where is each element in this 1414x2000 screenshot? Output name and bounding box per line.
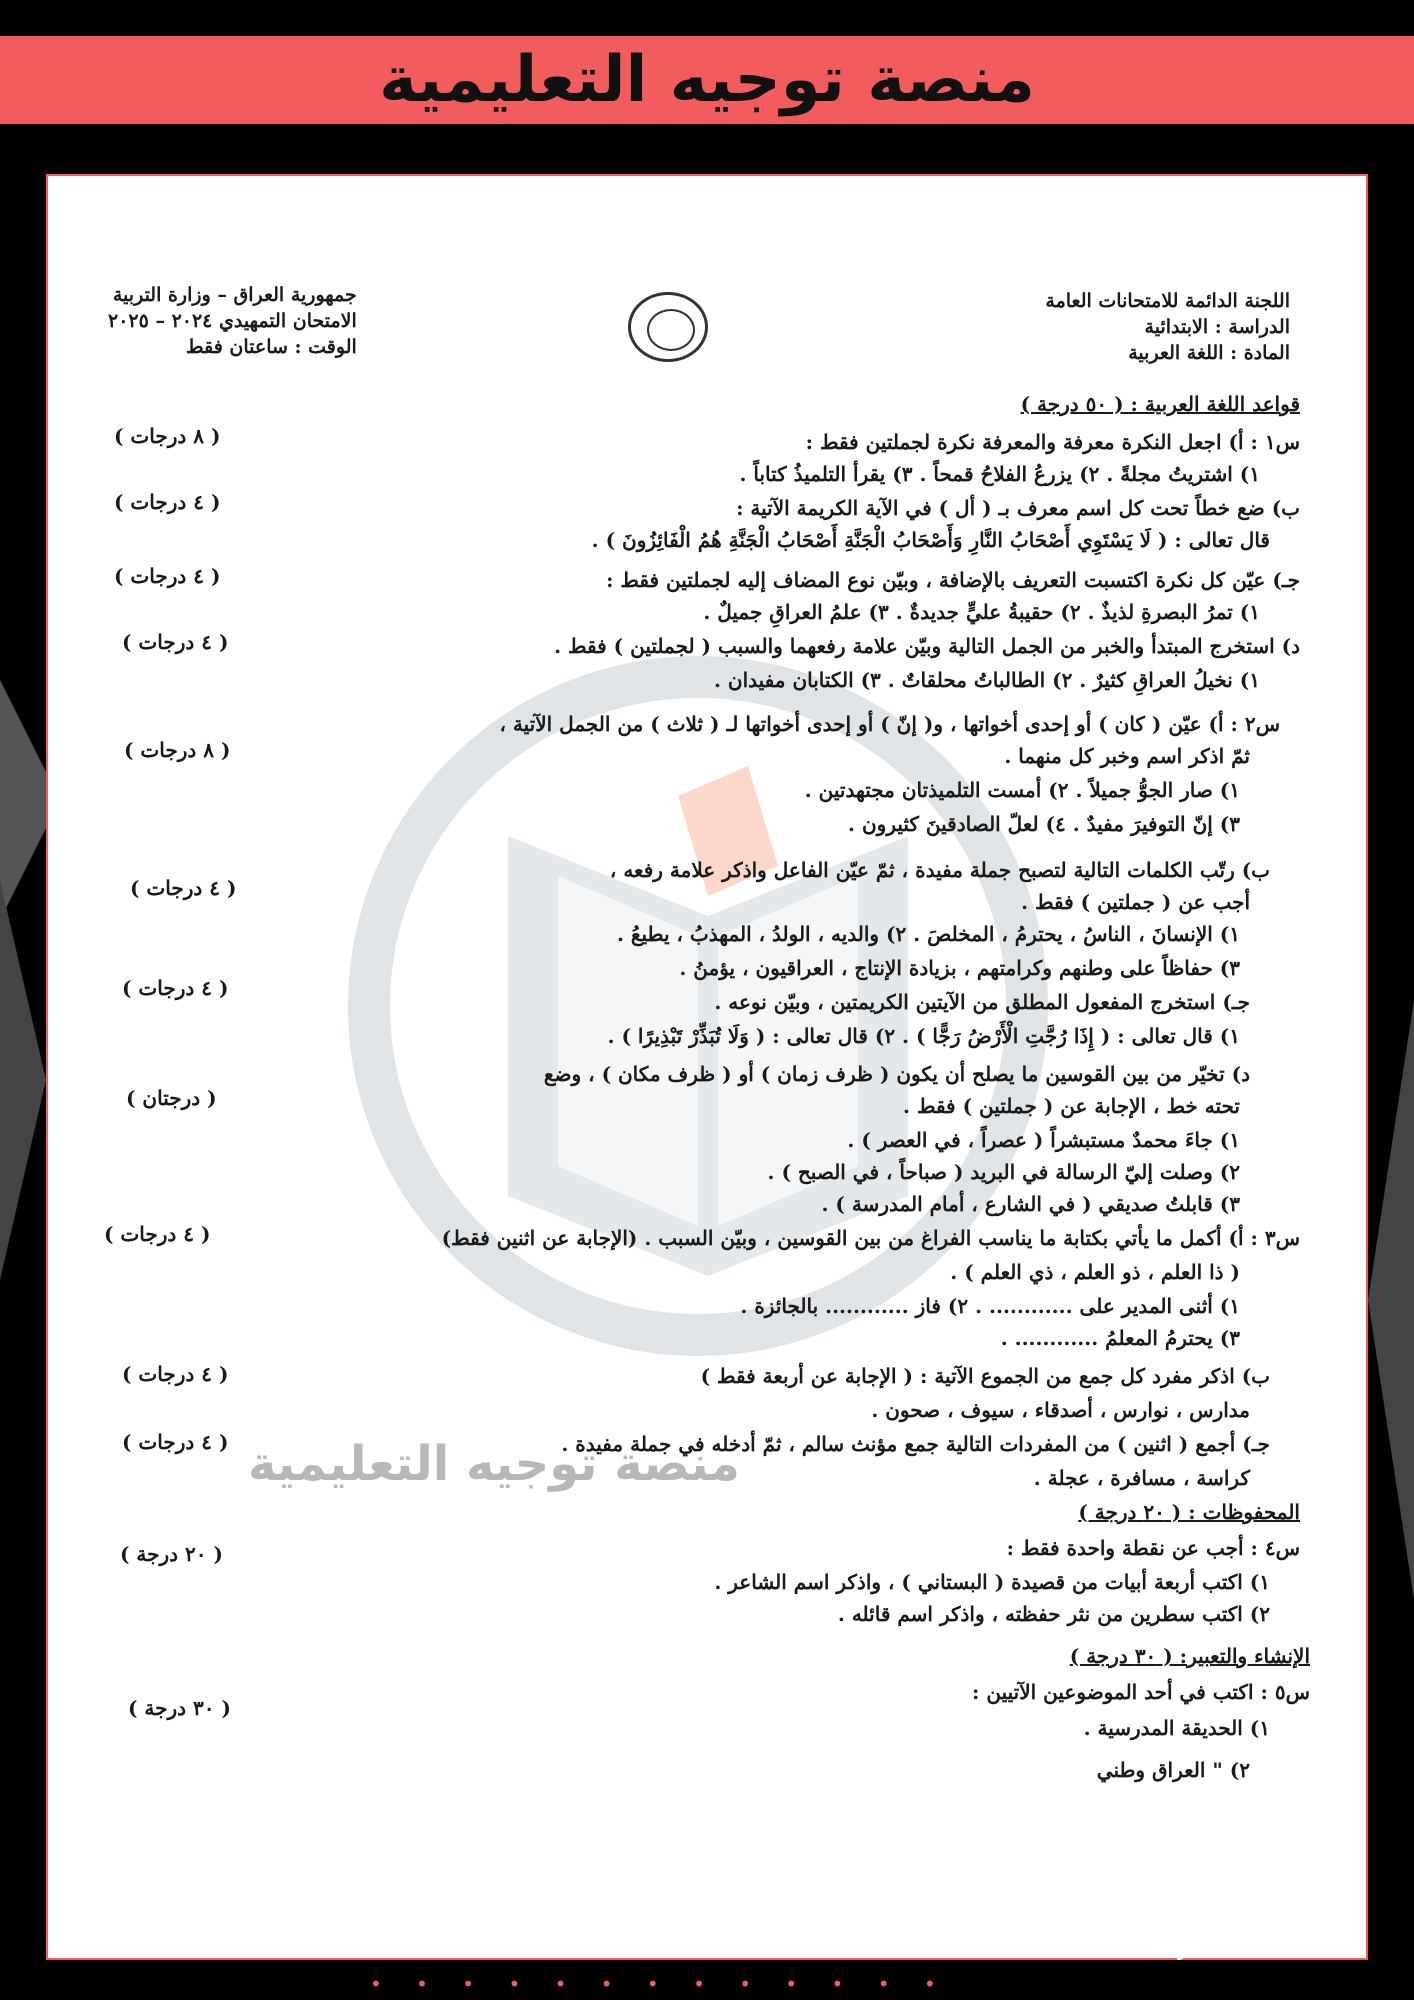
mark-q2c: ( ٤ درجات ) xyxy=(122,976,229,1000)
brand-banner xyxy=(0,36,1414,124)
mark-q1a: ( ٨ درجات ) xyxy=(114,424,221,448)
q3-c-items: كراسة ، مسافرة ، عجلة . xyxy=(1033,1466,1250,1490)
telegram-link[interactable]: telegram : @EduTawjeeh xyxy=(60,1920,483,1960)
mark-q3b: ( ٤ درجات ) xyxy=(122,1362,229,1386)
mark-q1b: ( ٤ درجات ) xyxy=(114,490,221,514)
header-committee-name: اللجنة الدائمة للامتحانات العامة xyxy=(1045,290,1290,312)
q1-d-items: ١) نخيلُ العراقِ كثيرٌ . ٢) الطالباتُ محلقاتٌ . ٣) الكتابان مفيدان . xyxy=(713,668,1260,692)
q2-c-items: ١) قال تعالى : ( إِذَا رُجَّتِ الْأَرْضُ رَجًّا ) . ٢) قال تعالى : ( وَلَا تُبَذِّرْ تَبْذِيرًا ) . xyxy=(607,1024,1240,1048)
website-link[interactable]: www.EduTawjeeh.com xyxy=(958,1922,1334,1962)
q1-b: ب) ضع خطاً تحت كل اسم معرف بـ ( أل ) في الآية الكريمة الآتية : xyxy=(736,496,1300,520)
decorative-triangle-left-lower xyxy=(0,880,46,1280)
mark-q2d: ( درجتان ) xyxy=(126,1086,217,1110)
header-ministry xyxy=(108,282,357,360)
q2-d-item-2: ٢) وصلت إليّ الرسالة في البريد ( صباحاً ، في الصبح ) . xyxy=(767,1160,1240,1184)
header-committee xyxy=(1045,288,1290,366)
q3-a-items-2: ٣) يحترمُ المعلمُ ............ . xyxy=(1000,1326,1240,1350)
q3-c: جـ) أجمع ( اثنين ) من المفردات التالية جمع مؤنث سالم ، ثمّ أدخله في جملة مفيدة . xyxy=(561,1432,1270,1456)
q1-b-verse: قال تعالى : ( لَا يَسْتَوِي أَصْحَابُ النَّارِ وَأَصْحَابُ الْجَنَّةِ أَصْحَابُ الْجَنَّةِ هُمُ الْفَائِزُونَ ) . xyxy=(591,528,1270,552)
q2-b: ب) رتّب الكلمات التالية لتصبح جملة مفيدة ، ثمّ عيّن الفاعل واذكر علامة رفعه ، xyxy=(609,858,1270,882)
section-grammar-title: قواعد اللغة العربية : ( ٥٠ درجة ) xyxy=(1020,392,1300,416)
mark-q2a: ( ٨ درجات ) xyxy=(124,738,231,762)
mark-q3c: ( ٤ درجات ) xyxy=(122,1430,229,1454)
header-subject: المادة : اللغة العربية xyxy=(1128,342,1290,364)
mark-q2b: ( ٤ درجات ) xyxy=(130,876,237,900)
exam-sheet xyxy=(46,174,1368,1960)
header-ministry-name: جمهورية العراق – وزارة التربية xyxy=(112,284,357,306)
ministry-seal-icon xyxy=(628,292,708,362)
decorative-triangle-right xyxy=(1368,1000,1414,1600)
decorative-dots: • • • • • • • • • • • • • xyxy=(370,1972,950,1996)
q2-a-items-2: ٣) إنّ التوفيرَ مفيدٌ . ٤) لعلّ الصادقينَ كثيرون . xyxy=(848,812,1240,836)
mark-q5: ( ٣٠ درجة ) xyxy=(128,1696,231,1720)
q3-a-options: ( ذا العلم ، ذو العلم ، ذي العلم ) . xyxy=(950,1260,1240,1284)
q2-d-instruction: تحته خط ، الإجابة عن ( جملتين ) فقط . xyxy=(903,1094,1240,1118)
q1-a: س١ : أ) اجعل النكرة معرفة والمعرفة نكرة لجملتين فقط : xyxy=(805,430,1300,454)
banner-title: منصة توجيه التعليمية xyxy=(379,43,1035,117)
header-duration: الوقت : ساعتان فقط xyxy=(186,336,357,358)
header-exam-name: الامتحان التمهيدي ٢٠٢٤ – ٢٠٢٥ xyxy=(108,310,357,332)
q1-c-items: ١) تمرُ البصرةِ لذيذٌ . ٢) حقيبةُ عليٍّ جديدةٌ . ٣) علمُ العراقِ جميلٌ . xyxy=(703,600,1260,624)
q5-item-2: ٢) " العراق وطني xyxy=(1096,1758,1250,1782)
mark-q3a: ( ٤ درجات ) xyxy=(104,1222,211,1246)
mark-q1c: ( ٤ درجات ) xyxy=(114,564,221,588)
q4: س٤ : أجب عن نقطة واحدة فقط : xyxy=(1006,1536,1300,1560)
q5: س٥ : اكتب في أحد الموضوعين الآتيين : xyxy=(972,1680,1310,1704)
q2-d: د) تخيّر من بين القوسين ما يصلح أن يكون ( ظرف زمان ) أو ( ظرف مكان ) ، وضع xyxy=(543,1062,1250,1086)
q2-b-items-2: ٣) حفاظاً على وطنهم وكرامتهم ، بزيادة الإنتاج ، العراقيون ، يؤمنُ . xyxy=(679,956,1240,980)
section-composition-title: الإنشاء والتعبير: ( ٣٠ درجة ) xyxy=(1069,1644,1310,1668)
header-stage: الدراسة : الابتدائية xyxy=(1144,316,1290,338)
exam-document xyxy=(48,176,1368,1960)
q2-d-item-1: ١) جاءَ محمدٌ مستبشراً ( عصراً ، في العصر ) . xyxy=(847,1128,1240,1152)
q4-item-2: ٢) اكتب سطرين من نثر حفظته ، واذكر اسم قائله . xyxy=(837,1602,1270,1626)
q2-a-items-1: ١) صار الجوُّ جميلاً . ٢) أمست التلميذتان مجتهدتين . xyxy=(804,778,1240,802)
watermark-text: منصة توجيه التعليمية xyxy=(248,1436,740,1492)
q1-c: جـ) عيّن كل نكرة اكتسبت التعريف بالإضافة ، وبيّن نوع المضاف إليه لجملتين فقط : xyxy=(606,568,1300,592)
q2-b-instruction: أجب عن ( جملتين ) فقط . xyxy=(1021,890,1250,914)
mark-q1d: ( ٤ درجات ) xyxy=(122,630,229,654)
q5-item-1: ١) الحديقة المدرسية . xyxy=(1083,1716,1270,1740)
mark-q4: ( ٢٠ درجة ) xyxy=(120,1542,223,1566)
section-memorization-title: المحفوظات : ( ٢٠ درجة ) xyxy=(1078,1500,1300,1524)
q3-b: ب) اذكر مفرد كل جمع من الجموع الآتية : ( الإجابة عن أربعة فقط ) xyxy=(700,1364,1270,1388)
q3-b-items: مدارس ، نوارس ، أصدقاء ، سيوف ، صحون . xyxy=(871,1398,1250,1422)
q2-d-item-3: ٣) قابلتُ صديقي ( في الشارع ، أمام المدرسة ) . xyxy=(821,1192,1240,1216)
q4-item-1: ١) اكتب أربعة أبيات من قصيدة ( البستاني ) ، واذكر اسم الشاعر . xyxy=(714,1570,1270,1594)
q3-a: س٣ : أ) أكمل ما يأتي بكتابة ما يناسب الفراغ من بين القوسين ، وبيّن السبب . (الإجابة عن اثنين فقط) xyxy=(441,1226,1300,1250)
q2-a: س٢ : أ) عيّن ( كان ) أو إحدى أخواتها ، و( إنّ ) أو إحدى أخواتها لـ ( ثلاث ) من الجمل الآتية ، xyxy=(499,712,1280,736)
q2-a-instruction: ثمّ اذكر اسم وخبر كل منهما . xyxy=(1004,744,1250,768)
q3-a-items-1: ١) أثنى المدير على ............ . ٢) فاز ............ بالجائزة . xyxy=(740,1294,1240,1318)
q1-a-items: ١) اشتريتُ مجلةً . ٢) يزرعُ الفلاحُ قمحاً . ٣) يقرأ التلميذُ كتاباً . xyxy=(739,462,1260,486)
q1-d: د) استخرج المبتدأ والخبر من الجمل التالية وبيّن علامة رفعهما والسبب ( لجملتين ) فقط . xyxy=(554,634,1300,658)
q2-c: جـ) استخرج المفعول المطلق من الآيتين الكريمتين ، وبيّن نوعه . xyxy=(714,990,1250,1014)
q2-b-items-1: ١) الإنسانَ ، الناسُ ، يحترمُ ، المخلصَ . ٢) والديه ، الولدُ ، المهذبُ ، يطيعُ . xyxy=(616,922,1240,946)
